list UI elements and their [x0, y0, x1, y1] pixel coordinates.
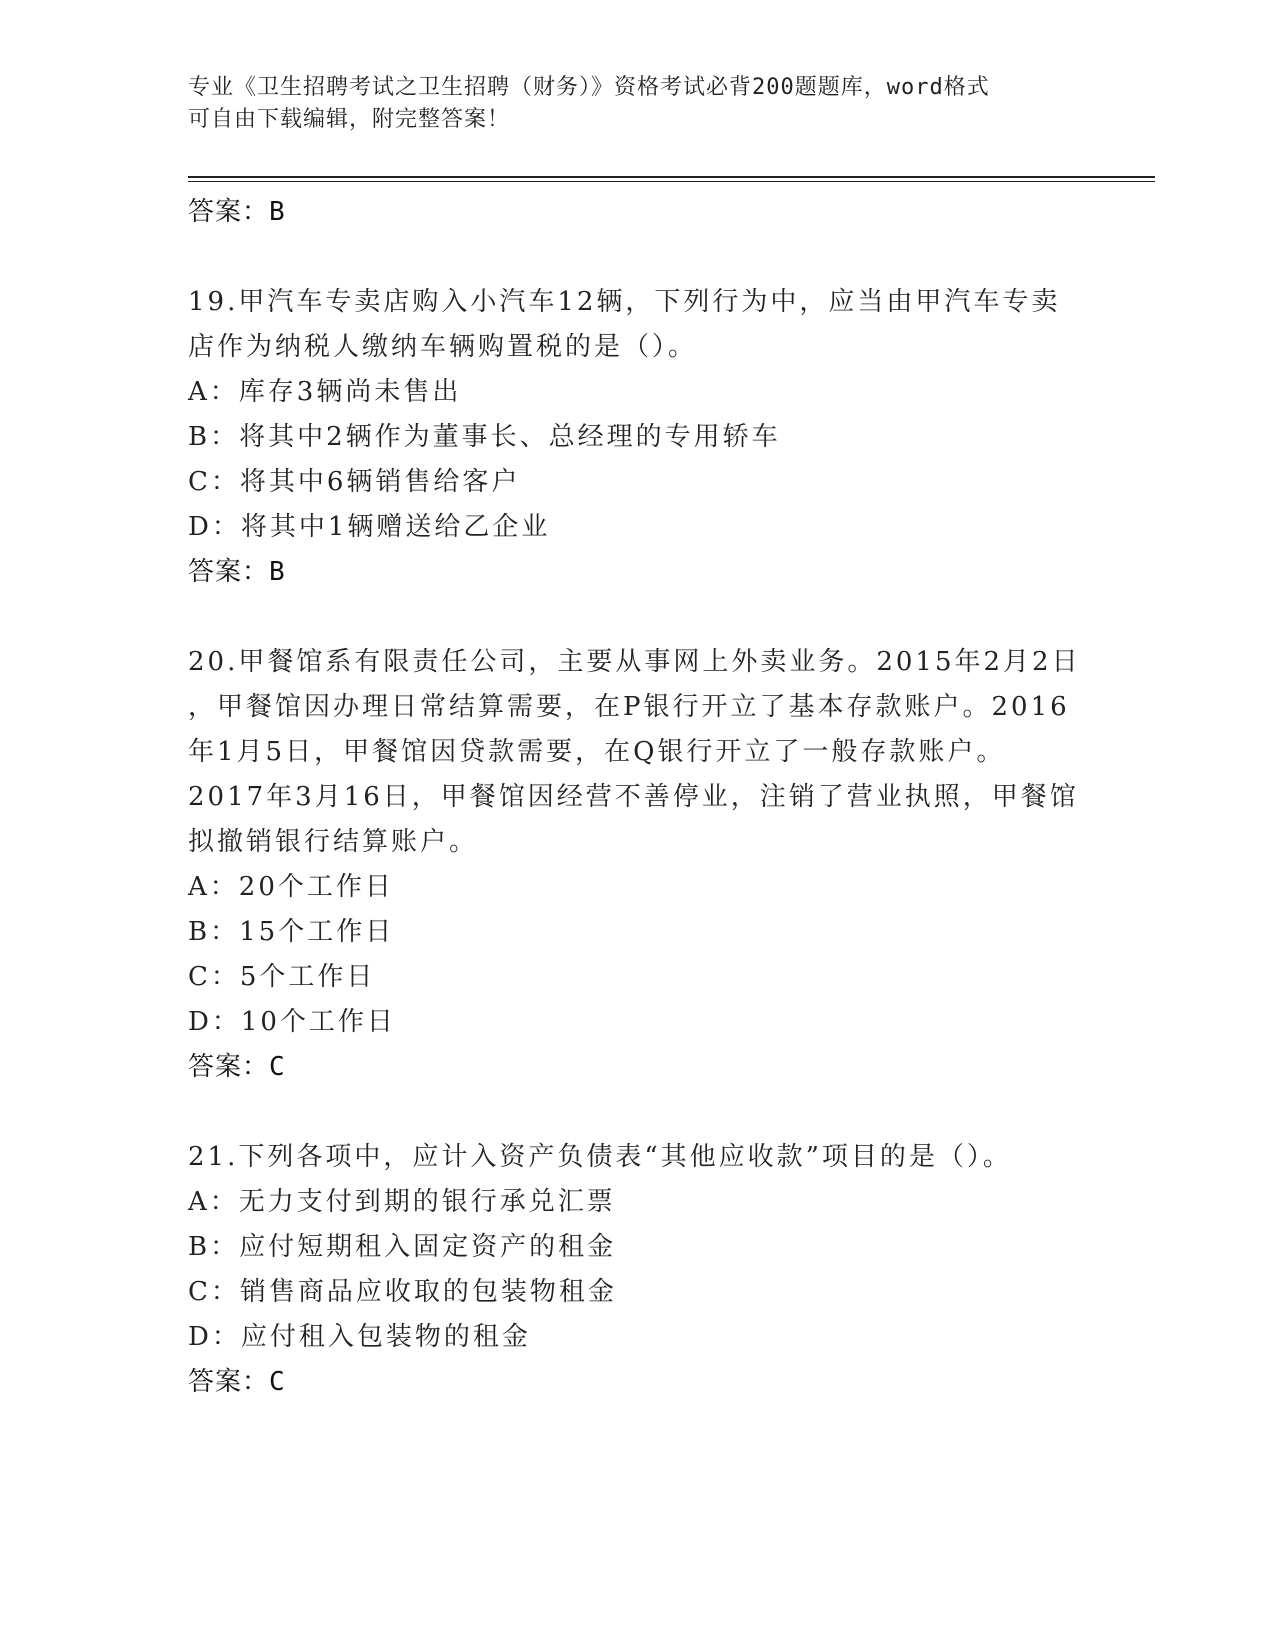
header-divider-thin [188, 181, 1155, 182]
option-c: C：将其中6辆销售给客户 [188, 467, 521, 497]
option-c: C：销售商品应收取的包装物租金 [188, 1277, 617, 1307]
answer-value: C [269, 1052, 286, 1082]
answer-label: 答案： [188, 1367, 270, 1397]
question-stem-line: 店作为纳税人缴纳车辆购置税的是（）。 [188, 332, 698, 362]
answer-line [188, 1045, 1088, 1090]
question-stem-line: 2017年3月16日，甲餐馆因经营不善停业，注销了营业执照，甲餐馆 [188, 782, 1079, 812]
question-stem-line: ，甲餐馆因办理日常结算需要，在P银行开立了基本存款账户。2016 [188, 692, 1070, 722]
option-b: B：将其中2辆作为董事长、总经理的专用轿车 [188, 422, 781, 452]
option-b: B：应付短期租入固定资产的租金 [188, 1232, 617, 1262]
question-stem-line: 20.甲餐馆系有限责任公司，主要从事网上外卖业务。2015年2月2日 [188, 647, 1081, 677]
option-a: A：库存3辆尚未售出 [188, 377, 462, 407]
question-21 [188, 1135, 1088, 1405]
document-header [188, 72, 1088, 136]
header-line-2: 可自由下载编辑，附完整答案！ [188, 107, 511, 132]
question-stem-line: 拟撤销银行结算账户。 [188, 827, 479, 857]
question-stem-line: 21.下列各项中，应计入资产负债表“其他应收款”项目的是（）。 [188, 1142, 1012, 1172]
option-a: A：无力支付到期的银行承兑汇票 [188, 1187, 616, 1217]
answer-value: B [269, 197, 286, 227]
question-stem-line: 19.甲汽车专卖店购入小汽车12辆，下列行为中，应当由甲汽车专卖 [188, 287, 1061, 317]
answer-line [188, 1360, 1088, 1405]
option-c: C：5个工作日 [188, 962, 376, 992]
option-d: D：10个工作日 [188, 1007, 396, 1037]
question-list [188, 190, 1088, 1405]
question-20 [188, 640, 1088, 1090]
answer-value: C [269, 1367, 286, 1397]
option-b: B：15个工作日 [188, 917, 395, 947]
answer-line [188, 550, 1088, 595]
option-d: D：将其中1辆赠送给乙企业 [188, 512, 551, 542]
header-divider [188, 176, 1155, 178]
answer-line [188, 190, 1088, 235]
header-line-1: 专业《卫生招聘考试之卫生招聘（财务）》资格考试必背200题题库，word格式 [188, 75, 990, 100]
answer-label: 答案： [188, 197, 270, 227]
question-19 [188, 280, 1088, 595]
answer-label: 答案： [188, 1052, 270, 1082]
question-stem-line: 年1月5日，甲餐馆因贷款需要，在Q银行开立了一般存款账户。 [188, 737, 1006, 767]
option-a: A：20个工作日 [188, 872, 394, 902]
answer-value: B [269, 557, 286, 587]
option-d: D：应付租入包装物的租金 [188, 1322, 531, 1352]
answer-label: 答案： [188, 557, 270, 587]
